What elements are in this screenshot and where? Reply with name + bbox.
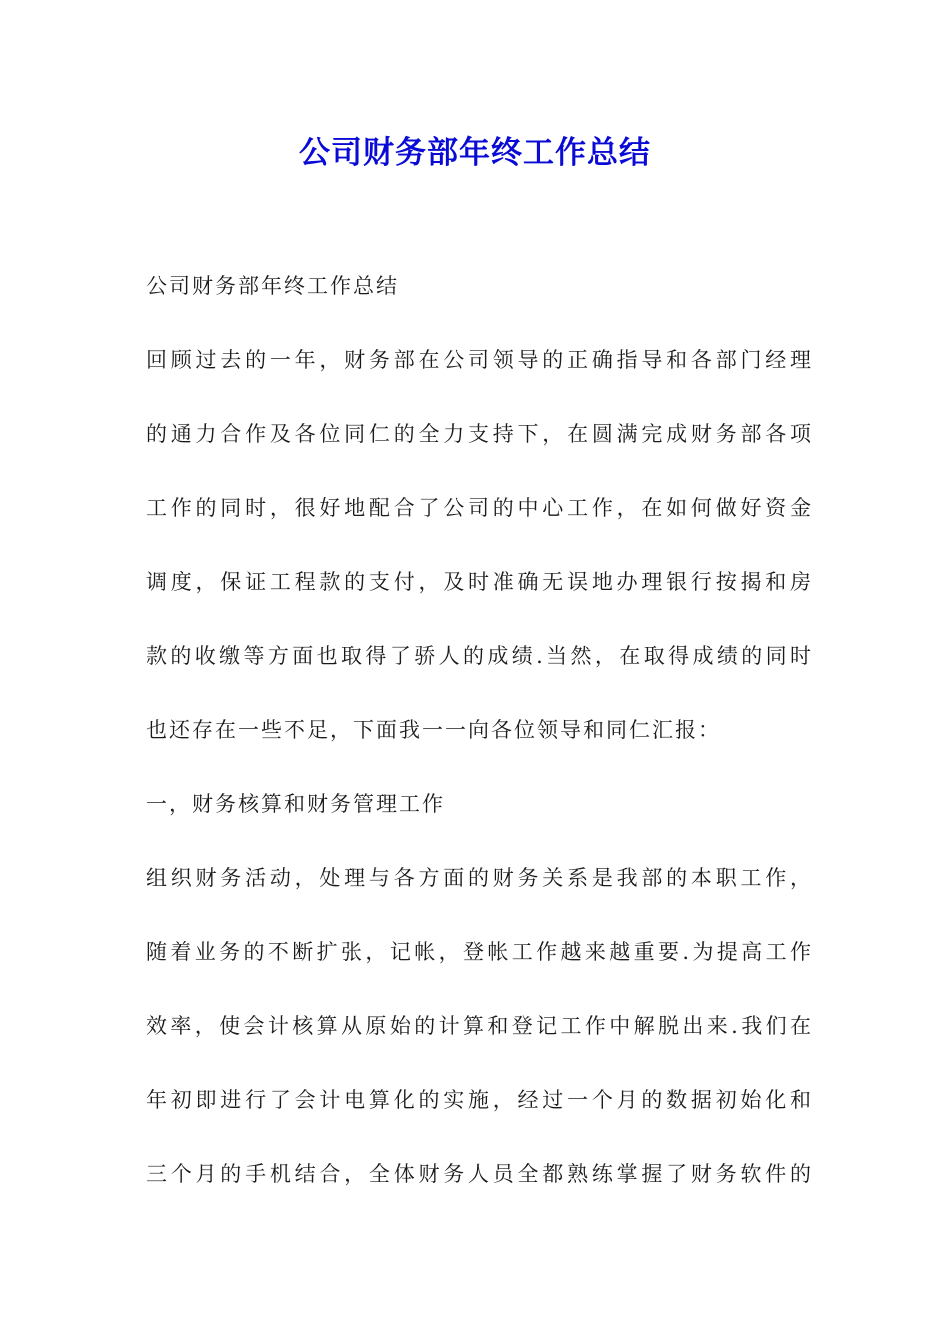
document-title: 公司财务部年终工作总结 [299, 135, 651, 171]
body-line: 工作的同时，很好地配合了公司的中心工作，在如何做好资金 [146, 496, 811, 520]
body-line: 年初即进行了会计电算化的实施，经过一个月的数据初始化和 [146, 1088, 811, 1112]
body-line: 随着业务的不断扩张，记帐，登帐工作越来越重要.为提高工作 [146, 940, 811, 964]
body-line: 调度，保证工程款的支付，及时准确无误地办理银行按揭和房 [146, 570, 811, 594]
body-line: 三个月的手机结合，全体财务人员全都熟练掌握了财务软件的 [146, 1162, 811, 1186]
document-body [146, 264, 811, 1226]
subtitle-line: 公司财务部年终工作总结 [146, 274, 399, 298]
body-line: 回顾过去的一年，财务部在公司领导的正确指导和各部门经理 [146, 348, 811, 372]
body-line: 的通力合作及各位同仁的全力支持下，在圆满完成财务部各项 [146, 422, 811, 446]
body-line: 组织财务活动，处理与各方面的财务关系是我部的本职工作， [146, 866, 811, 890]
section-heading: 一，财务核算和财务管理工作 [146, 792, 445, 816]
body-line: 效率，使会计核算从原始的计算和登记工作中解脱出来.我们在 [146, 1014, 811, 1038]
body-line: 款的收缴等方面也取得了骄人的成绩.当然，在取得成绩的同时 [146, 644, 811, 668]
body-line: 也还存在一些不足，下面我一一向各位领导和同仁汇报： [146, 718, 721, 742]
